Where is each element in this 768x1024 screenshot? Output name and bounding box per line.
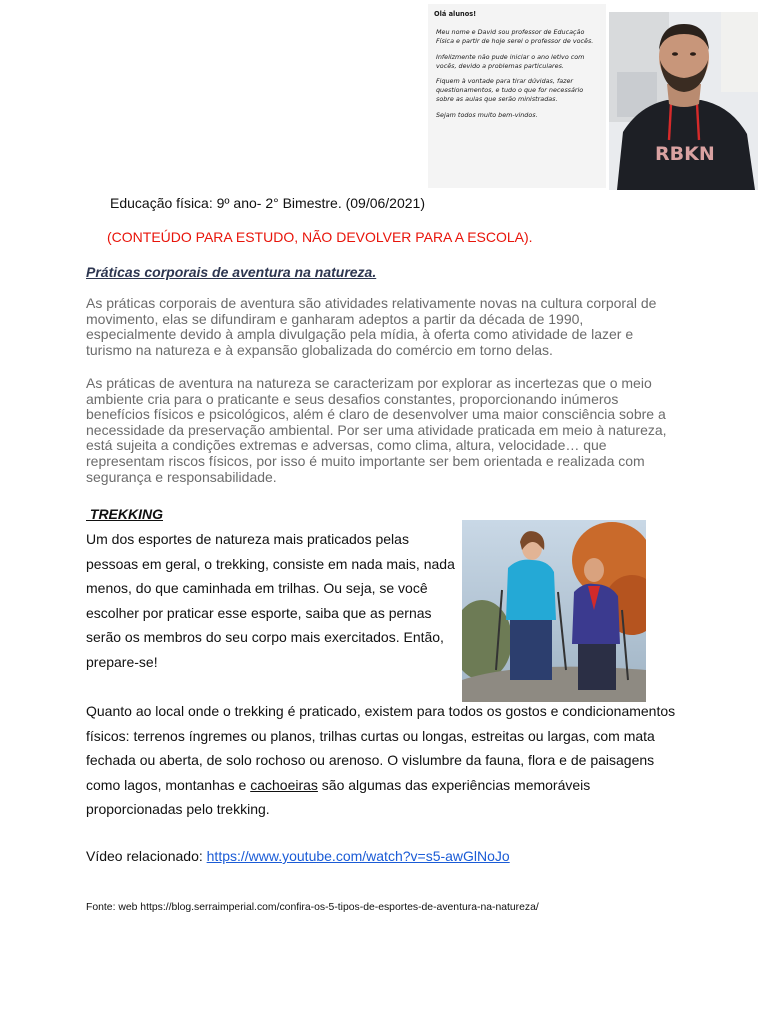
note-paragraph-1: Meu nome e David sou professor de Educação Física e partir de hoje serei o professor de vocês. bbox=[436, 28, 594, 46]
paragraph-2: As práticas de aventura na natureza se caracterizam por explorar as incertezas que o meio ambiente cria para o praticante e seus desafios constantes, proporcionando inúmeros benefícios físicos e psicológicos, além é claro de desenvolver uma maior consciência sobre a necessidade da preservação ambiental. Por ser uma atividade praticada em meio à natureza, está sujeita a condições extremas e adversas, como clima, altura, velocidade… que representam riscos físicos, por isso é muito importante ser bem orientada e realizada com segurança e responsabilidade. bbox=[86, 375, 667, 485]
teacher-welcome-note bbox=[428, 4, 606, 188]
study-warning: (CONTEÚDO PARA ESTUDO, NÃO DEVOLVER PARA A ESCOLA). bbox=[107, 229, 533, 245]
video-label: Vídeo relacionado: bbox=[86, 848, 207, 864]
note-paragraph-4: Sejam todos muito bem-vindos. bbox=[436, 110, 538, 119]
cachoeiras-link[interactable]: cachoeiras bbox=[250, 776, 318, 793]
locations-text-end: são algumas das experiências memoráveis proporcionadas pelo trekking. bbox=[86, 776, 591, 818]
video-link[interactable]: https://www.youtube.com/watch?v=s5-awGlNoJo bbox=[206, 848, 510, 864]
note-greeting: Olá alunos! bbox=[434, 10, 477, 18]
trekking-locations bbox=[86, 699, 676, 822]
hikers-photo bbox=[462, 520, 646, 702]
source-citation: Fonte: web https://blog.serraimperial.com/confira-os-5-tipos-de-esportes-de-aventura-na-natureza/ bbox=[86, 902, 539, 913]
note-paragraph-3: Fiquem à vontade para tirar dúvidas, fazer questionamentos, e tudo o que for necessário sobre as aulas que serão ministradas. bbox=[436, 77, 584, 104]
locations-text-start: Quanto ao local onde o trekking é praticado, existem para todos os gostos e condicionamentos físicos: terrenos íngremes ou planos, trilhas curtas ou longas, estreitas ou largas, com mata fechada ou aberta, de solo rochoso ou arenoso. O vislumbre da fauna, flora e de paisagens como lagos, montanhas e bbox=[86, 703, 676, 793]
shirt-print: RBKN bbox=[655, 143, 715, 165]
note-paragraph-2: Infelizmente não pude iniciar o ano letivo com vocês, devido a problemas particulares. bbox=[436, 52, 585, 70]
trekking-intro: Um dos esportes de natureza mais praticados pelas pessoas em geral, o trekking, consiste em nada mais, nada menos, do que caminhada em trilhas. Ou seja, se você escolher por praticar esse esporte, saiba que as pernas serão os membros do seu corpo mais exercitados. Então, prepare-se! bbox=[86, 531, 455, 670]
class-header: Educação física: 9º ano- 2° Bimestre. (09/06/2021) bbox=[110, 195, 425, 211]
section-title: Práticas corporais de aventura na natureza. bbox=[86, 264, 377, 280]
trekking-title: TREKKING bbox=[86, 506, 163, 522]
related-video bbox=[86, 848, 510, 864]
paragraph-1: As práticas corporais de aventura são atividades relativamente novas na cultura corporal de movimento, elas se difundiram e ganharam adeptos a partir da década de 1990, especialmente devido à ampla divulgação pela mídia, à oferta como atividade de lazer e turismo na natureza e à expansão globalizada do comércio em torno delas. bbox=[86, 295, 657, 358]
teacher-photo bbox=[609, 12, 758, 190]
